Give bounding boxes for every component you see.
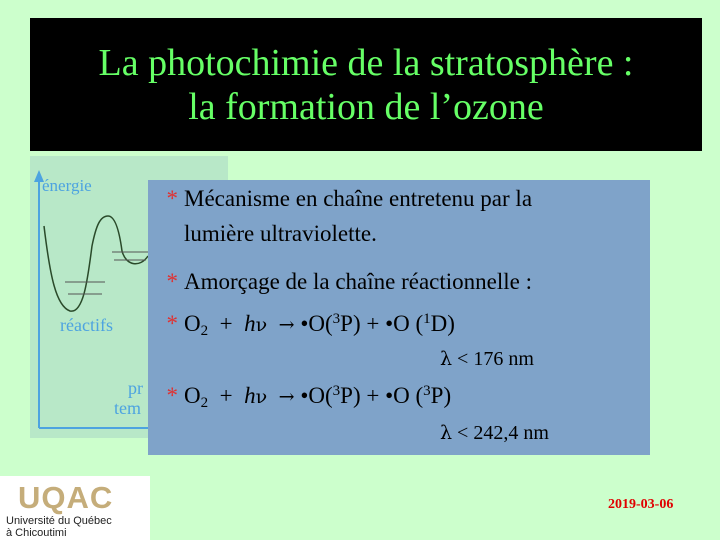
- equation-2: [148, 382, 451, 411]
- eq2-product-2-sup: 3: [423, 383, 431, 399]
- bullet-marker: *: [166, 383, 178, 408]
- eq2-product-1-sup: 3: [332, 383, 341, 399]
- bullet-marker: *: [166, 186, 178, 211]
- content-panel: [148, 180, 650, 455]
- bullet-marker: *: [166, 269, 178, 294]
- energy-axis-label: énergie: [42, 176, 92, 195]
- eq2-reactant: O: [184, 383, 201, 408]
- title-banner: [30, 18, 702, 151]
- eq1-wavelength-condition: [440, 347, 534, 371]
- reactants-label: réactifs: [60, 315, 113, 335]
- products-label-text: pr: [128, 378, 143, 398]
- potential-energy-curve: [44, 216, 148, 311]
- eq1-product-2-suffix: D): [430, 311, 455, 336]
- slide-title-line-2: la formation de l’ozone: [188, 85, 544, 128]
- eq1-plus: +: [219, 311, 233, 336]
- item-1-line-2: lumière ultraviolette.: [184, 221, 377, 246]
- eq1-product-1-prefix: •O(: [300, 311, 333, 336]
- bullet-marker: *: [166, 311, 178, 336]
- products-label-partial: [114, 378, 143, 418]
- bullet-item-2: [148, 268, 532, 296]
- eq1-reactant-sub: 2: [200, 323, 209, 339]
- eq2-reactant-sub: 2: [200, 395, 209, 411]
- eq1-planck-h: h: [244, 311, 256, 336]
- slide-title-line-1: La photochimie de la stratosphère :: [98, 41, 634, 84]
- logo-subtitle-line-1: Université du Québec: [6, 515, 112, 527]
- eq2-wavelength-value: < 242,4 nm: [457, 422, 549, 444]
- eq2-planck-h: h: [244, 383, 256, 408]
- eq1-nu-symbol: ν: [255, 314, 268, 336]
- eq1-reactant: O: [184, 311, 201, 336]
- eq2-plus: +: [219, 383, 233, 408]
- eq2-product-1-prefix: •O(: [300, 383, 333, 408]
- eq2-wavelength-condition: [440, 421, 549, 445]
- equation-1: [148, 310, 455, 339]
- eq1-product-1-sup: 3: [332, 311, 341, 327]
- eq2-product-1-suffix: P) + •O (: [340, 383, 424, 408]
- bullet-item-1: [148, 185, 532, 213]
- eq2-arrow-icon: →: [278, 386, 295, 408]
- item-1-line-1: Mécanisme en chaîne entretenu par la: [184, 186, 533, 211]
- logo-wordmark: UQAC: [18, 480, 114, 515]
- logo-subtitle-line-2: à Chicoutimi: [6, 527, 67, 539]
- time-label-text: tem: [114, 398, 141, 418]
- eq1-arrow-icon: →: [278, 314, 295, 336]
- eq1-product-1-suffix: P) + •O (: [340, 311, 424, 336]
- eq2-lambda-symbol: λ: [440, 422, 453, 444]
- slide-date: 2019-03-06: [608, 497, 674, 512]
- eq1-product-2-sup: 1: [423, 311, 431, 327]
- uqac-logo: [0, 476, 150, 540]
- eq2-product-2-suffix: P): [430, 383, 452, 408]
- eq2-nu-symbol: ν: [255, 386, 268, 408]
- eq1-wavelength-value: < 176 nm: [457, 348, 534, 370]
- eq1-lambda-symbol: λ: [440, 348, 453, 370]
- item-2-text: Amorçage de la chaîne réactionnelle :: [184, 269, 533, 294]
